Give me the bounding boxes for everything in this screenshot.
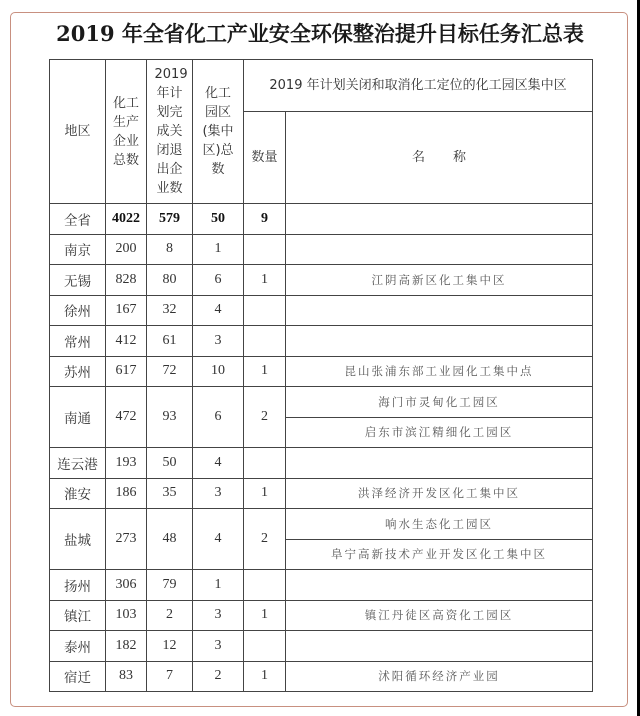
count-cell [244,326,286,357]
enterprises-cell: 200 [106,234,147,265]
park-name-cell: 海门市灵甸化工园区 [286,387,593,418]
park-name-cell: 沭阳循环经济产业园 [286,661,593,692]
parks-cell: 4 [193,509,244,570]
count-cell: 1 [244,478,286,509]
parks-cell: 10 [193,356,244,387]
closures-cell: 2 [147,600,193,631]
region-cell: 徐州 [50,295,106,326]
region-cell: 淮安 [50,478,106,509]
park-name-cell [286,631,593,662]
page-title: 2019 年全省化工产业安全环保整治提升目标任务汇总表 [56,21,584,46]
closures-cell: 72 [147,356,193,387]
park-name-cell [286,570,593,601]
header-count: 数量 [244,112,286,204]
closures-cell: 93 [147,387,193,448]
count-cell [244,295,286,326]
region-cell: 泰州 [50,631,106,662]
table-row [50,234,593,265]
count-cell [244,631,286,662]
header-closures-text: 2019年计划完成关闭退出企业数 [154,67,188,196]
closures-cell: 35 [147,478,193,509]
park-name-cell: 江阴高新区化工集中区 [286,265,593,296]
header-parks [193,60,244,204]
enterprises-cell: 186 [106,478,147,509]
table-row [50,295,593,326]
enterprises-cell: 412 [106,326,147,357]
park-name-cell [286,234,593,265]
parks-cell: 3 [193,631,244,662]
closures-cell: 12 [147,631,193,662]
park-name-cell: 镇江丹徒区高资化工园区 [286,600,593,631]
table-row [50,387,593,418]
count-cell [244,570,286,601]
header-name-text: 名称 [411,150,494,165]
table-row [50,631,593,662]
park-name-cell [286,295,593,326]
header-enterprises [106,60,147,204]
region-cell: 全省 [50,204,106,235]
enterprises-cell: 182 [106,631,147,662]
parks-cell: 3 [193,326,244,357]
table-row [50,600,593,631]
region-cell: 盐城 [50,509,106,570]
parks-cell: 1 [193,570,244,601]
region-cell: 镇江 [50,600,106,631]
enterprises-cell: 167 [106,295,147,326]
table-row [50,509,593,540]
parks-cell: 6 [193,265,244,296]
closures-cell: 48 [147,509,193,570]
parks-cell: 1 [193,234,244,265]
count-cell: 9 [244,204,286,235]
header-enterprises-text: 化工生产企业总数 [112,95,139,168]
count-cell [244,448,286,479]
region-cell: 南京 [50,234,106,265]
closures-cell: 7 [147,661,193,692]
enterprises-cell: 472 [106,387,147,448]
header-group: 2019 年计划关闭和取消化工定位的化工园区集中区 [244,60,593,112]
header-name [286,112,593,204]
park-name-cell: 洪泽经济开发区化工集中区 [286,478,593,509]
region-cell: 常州 [50,326,106,357]
closures-cell: 79 [147,570,193,601]
count-cell: 1 [244,265,286,296]
table-row [50,265,593,296]
enterprises-cell: 306 [106,570,147,601]
region-cell: 无锡 [50,265,106,296]
park-name-cell [286,448,593,479]
count-cell: 1 [244,356,286,387]
table-row [50,326,593,357]
table-row [50,570,593,601]
count-cell: 1 [244,661,286,692]
park-name-cell [286,326,593,357]
closures-cell: 579 [147,204,193,235]
region-cell: 连云港 [50,448,106,479]
parks-cell: 4 [193,448,244,479]
parks-cell: 3 [193,478,244,509]
region-cell: 南通 [50,387,106,448]
region-cell: 苏州 [50,356,106,387]
closures-cell: 61 [147,326,193,357]
park-name-cell: 昆山张浦东部工业园化工集中点 [286,356,593,387]
parks-cell: 50 [193,204,244,235]
park-name-cell: 阜宁高新技术产业开发区化工集中区 [286,539,593,570]
enterprises-cell: 617 [106,356,147,387]
header-parks-text: 化工园区(集中区)总数 [202,86,234,177]
parks-cell: 2 [193,661,244,692]
park-name-cell [286,204,593,235]
summary-table [49,59,593,692]
table-row [50,448,593,479]
count-cell: 2 [244,509,286,570]
enterprises-cell: 273 [106,509,147,570]
park-name-cell: 启东市滨江精细化工园区 [286,417,593,448]
table-row [50,478,593,509]
table-row [50,661,593,692]
park-name-cell: 响水生态化工园区 [286,509,593,540]
enterprises-cell: 83 [106,661,147,692]
count-cell [244,234,286,265]
region-cell: 扬州 [50,570,106,601]
table-row [50,356,593,387]
enterprises-cell: 4022 [106,204,147,235]
table-row [50,204,593,235]
parks-cell: 3 [193,600,244,631]
enterprises-cell: 828 [106,265,147,296]
count-cell: 2 [244,387,286,448]
closures-cell: 80 [147,265,193,296]
closures-cell: 50 [147,448,193,479]
closures-cell: 8 [147,234,193,265]
header-region: 地区 [50,60,106,204]
header-closures [147,60,193,204]
enterprises-cell: 103 [106,600,147,631]
closures-cell: 32 [147,295,193,326]
parks-cell: 6 [193,387,244,448]
enterprises-cell: 193 [106,448,147,479]
parks-cell: 4 [193,295,244,326]
count-cell: 1 [244,600,286,631]
region-cell: 宿迁 [50,661,106,692]
